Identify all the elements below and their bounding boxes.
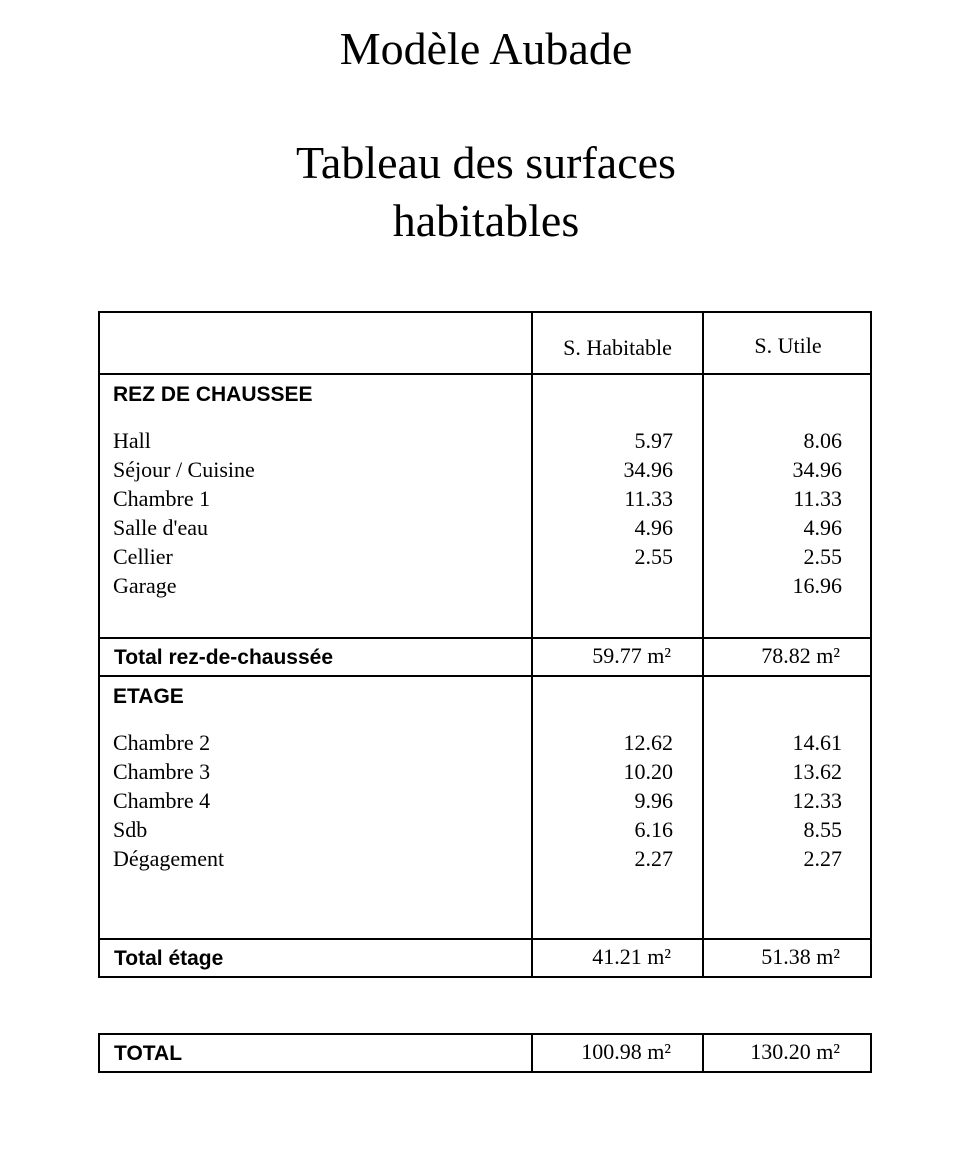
document-title: Modèle Aubade: [339, 23, 633, 74]
total-etage-label: Total étage: [114, 947, 224, 970]
item-name: Chambre 1: [113, 486, 211, 511]
list-item: [100, 788, 872, 817]
item-habitable: 6.16: [634, 817, 673, 842]
grand-total-habitable: 100.98 m²: [581, 1039, 671, 1064]
item-utile: 2.27: [803, 846, 842, 871]
item-utile: 16.96: [792, 573, 842, 598]
item-habitable: 5.97: [634, 428, 673, 453]
list-item: [100, 457, 872, 486]
grand-total-label: TOTAL: [114, 1042, 183, 1065]
total-rdc-label: Total rez-de-chaussée: [114, 646, 334, 669]
list-item: [100, 486, 872, 515]
item-name: Garage: [113, 573, 177, 598]
list-item: [100, 759, 872, 788]
item-habitable: 9.96: [634, 788, 673, 813]
item-utile: 2.55: [803, 544, 842, 569]
item-utile: 11.33: [793, 486, 842, 511]
item-habitable: 12.62: [623, 730, 673, 755]
section-title-rdc: REZ DE CHAUSSEE: [113, 383, 313, 406]
section-etage: [100, 677, 870, 940]
item-name: Chambre 2: [113, 730, 211, 755]
item-utile: 8.55: [803, 817, 842, 842]
subtitle-line-2: habitables: [392, 195, 580, 246]
item-utile: 8.06: [803, 428, 842, 453]
item-name: Hall: [113, 428, 151, 453]
item-habitable: 4.96: [634, 515, 673, 540]
list-item: [100, 544, 872, 573]
grand-total-table: [98, 1033, 872, 1073]
item-habitable: 34.96: [623, 457, 673, 482]
list-item: [100, 428, 872, 457]
total-etage-habitable: 41.21 m²: [592, 944, 671, 969]
list-item: [100, 846, 872, 875]
header-habitable: S. Habitable: [563, 335, 672, 360]
list-item: [100, 817, 872, 846]
item-utile: 14.61: [792, 730, 842, 755]
total-rdc-row: [100, 639, 870, 677]
item-name: Salle d'eau: [113, 515, 208, 540]
item-name: Chambre 4: [113, 788, 211, 813]
item-name: Séjour / Cuisine: [113, 457, 255, 482]
item-habitable: 2.55: [634, 544, 673, 569]
item-utile: 4.96: [803, 515, 842, 540]
subtitle-line-1: Tableau des surfaces: [296, 137, 676, 188]
item-habitable: 11.33: [624, 486, 673, 511]
grand-total-row: [100, 1035, 870, 1071]
grand-total-utile: 130.20 m²: [750, 1039, 840, 1064]
total-rdc-utile: 78.82 m²: [761, 643, 840, 668]
item-name: Cellier: [113, 544, 173, 569]
list-item: [100, 730, 872, 759]
item-name: Chambre 3: [113, 759, 211, 784]
header-utile: S. Utile: [754, 333, 822, 358]
item-utile: 34.96: [792, 457, 842, 482]
section-title-etage: ETAGE: [113, 685, 184, 708]
list-item: [100, 573, 872, 602]
section-rdc: [100, 375, 870, 639]
document-subtitle: [0, 134, 972, 250]
list-item: [100, 515, 872, 544]
item-habitable: 10.20: [623, 759, 673, 784]
item-name: Sdb: [113, 817, 148, 842]
total-rdc-habitable: 59.77 m²: [592, 643, 671, 668]
item-habitable: 2.27: [634, 846, 673, 871]
item-utile: 12.33: [792, 788, 842, 813]
item-utile: 13.62: [792, 759, 842, 784]
table-header-row: [100, 313, 870, 375]
total-etage-row: [100, 940, 870, 976]
surfaces-table: [98, 311, 872, 978]
item-name: Dégagement: [113, 846, 225, 871]
total-etage-utile: 51.38 m²: [761, 944, 840, 969]
